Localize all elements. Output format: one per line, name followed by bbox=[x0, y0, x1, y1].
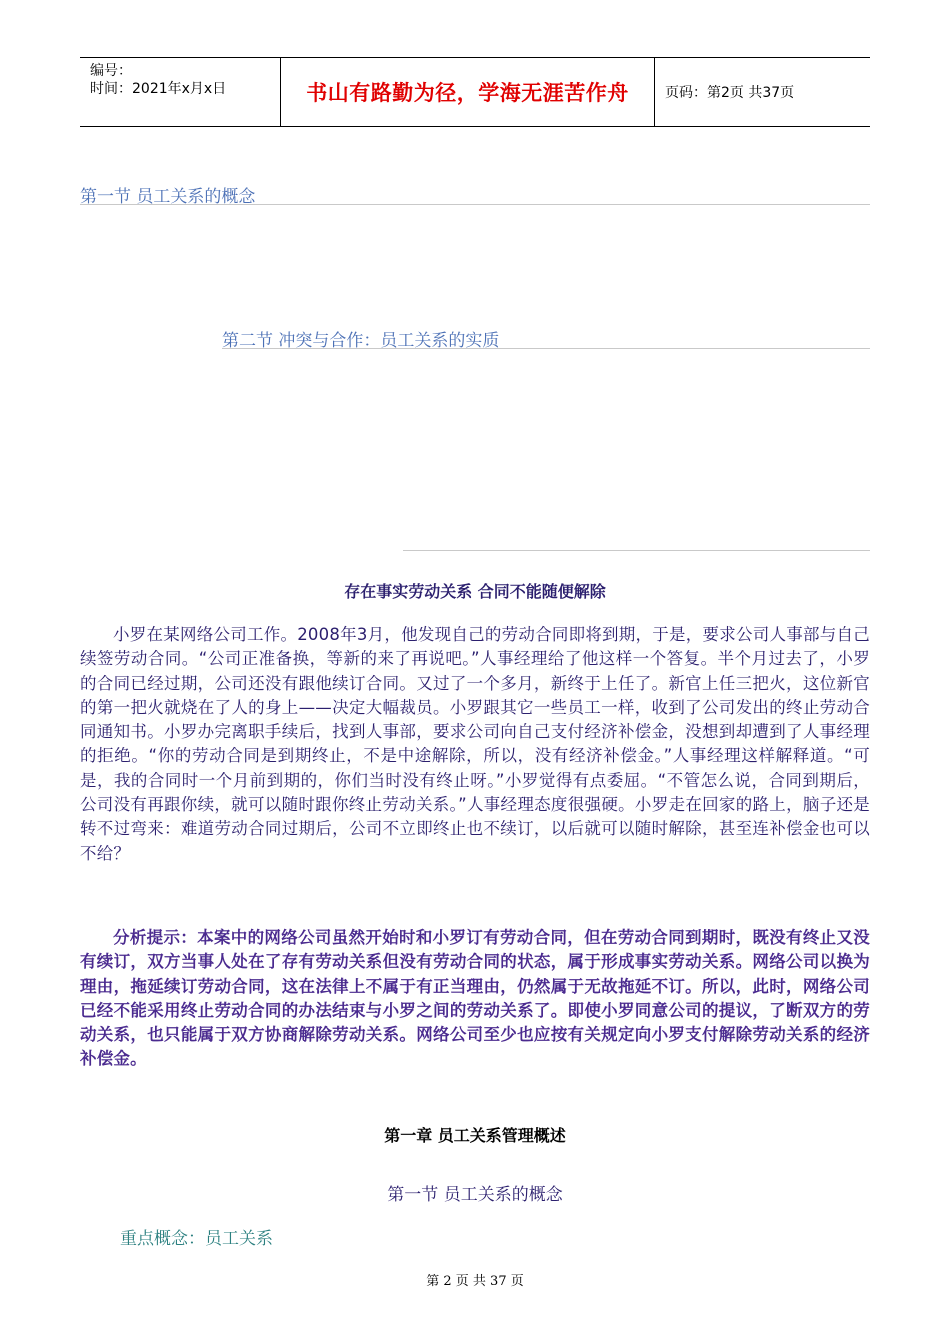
divider-line bbox=[403, 550, 870, 551]
header-motto-cell bbox=[281, 58, 655, 126]
document-header bbox=[80, 57, 870, 127]
chapter-title: 第一章 员工关系管理概述 bbox=[384, 1126, 566, 1145]
header-page-info: 页码：第2页 共37页 bbox=[665, 85, 795, 101]
header-page-cell bbox=[655, 58, 870, 126]
chapter-section-title: 第一节 员工关系的概念 bbox=[387, 1185, 563, 1205]
header-motto: 书山有路勤为径，学海无涯苦作舟 bbox=[306, 81, 629, 105]
analysis-paragraph: 分析提示：本案中的网络公司虽然开始时和小罗订有劳动合同，但在劳动合同到期时，既没有终止又没有续订，双方当事人处在了存有劳动关系但没有劳动合同的状态，属于形成事实劳动关系。网络公司以换为理由，拖延续订劳动合同，这在法律上不属于有正当理由，仍然属于无故拖延不订。所以，此时，网络公司已经不能采用终止劳动合同的办法结束与小罗之间的劳动关系了。即使小罗同意公司的提议，了断双方的劳动关系，也只能属于双方协商解除劳动关系。网络公司至少也应按有关规定向小罗支付解除劳动关系的经济补偿金。 bbox=[80, 928, 870, 1069]
case-title: 存在事实劳动关系 合同不能随便解除 bbox=[344, 582, 606, 601]
document-number-label: 编号： bbox=[90, 63, 132, 79]
header-meta-cell bbox=[80, 58, 281, 126]
case-body-paragraph: 小罗在某网络公司工作。2008年3月，他发现自己的劳动合同即将到期，于是，要求公司人事部与自己续签劳动合同。“公司正准备换，等新的来了再说吧。”人事经理给了他这样一个答复。半个月过去了，小罗的合同已经过期，公司还没有跟他续订合同。又过了一个多月，新终于上任了。新官上任三把火，这位新官的第一把火就烧在了人的身上——决定大幅裁员。小罗跟其它一些员工一样，收到了公司发出的终止劳动合同通知书。小罗办完离职手续后，找到人事部，要求公司向自己支付经济补偿金，没想到却遭到了人事经理的拒绝。“你的劳动合同是到期终止，不是中途解除，所以，没有经济补偿金。”人事经理这样解释道。“可是，我的合同时一个月前到期的，你们当时没有终止呀。”小罗觉得有点委屈。“不管怎么说，合同到期后，公司没有再跟你续，就可以随时跟你终止劳动关系。”人事经理态度很强硬。小罗走在回家的路上，脑子还是转不过弯来：难道劳动合同过期后，公司不立即终止也不续订，以后就可以随时解除，甚至连补偿金也可以不给？ bbox=[80, 625, 870, 863]
page-footer: 第 2 页 共 37 页 bbox=[426, 1274, 524, 1289]
toc-section-2[interactable]: 第二节 冲突与合作：员工关系的实质 bbox=[222, 326, 870, 349]
document-time-label: 时间：2021年x月x日 bbox=[90, 81, 227, 97]
key-concept-label: 重点概念：员工关系 bbox=[120, 1229, 273, 1249]
toc-section-1[interactable]: 第一节 员工关系的概念 bbox=[80, 182, 870, 205]
